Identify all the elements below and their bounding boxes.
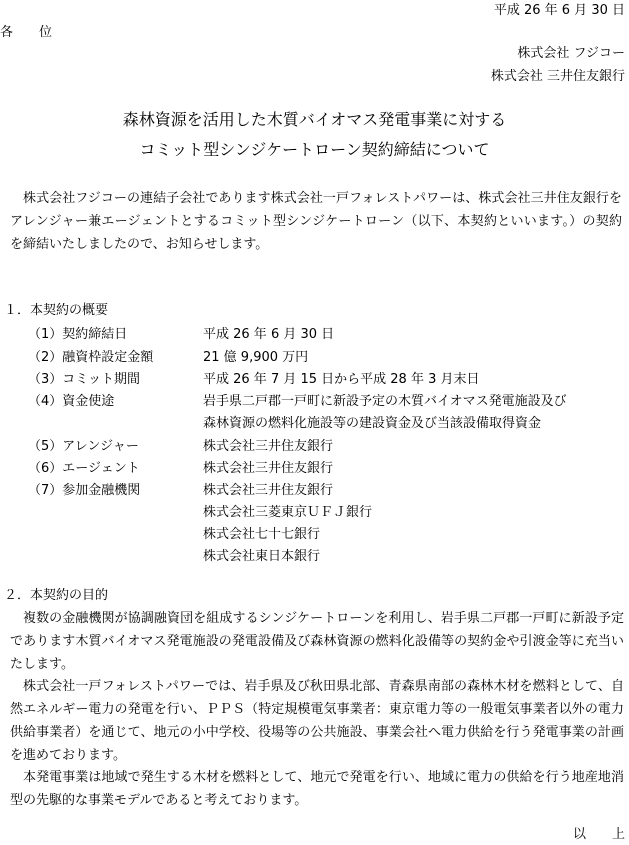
item-value: 株式会社三井住友銀行 (203, 483, 334, 498)
item-label: （2）融資枠設定金額 (28, 350, 154, 365)
intro-paragraph: 株式会社フジコーの連結子会社であります株式会社一戸フォレストパワーは、株式会社三井住友銀行をアレンジャー兼エージェントとするコミット型シンジケートローン（以下、本契約といいます。）の契約を締結いたしましたので、お知らせします。 (10, 191, 622, 252)
item-value: 株式会社七十七銀行 (203, 527, 321, 542)
item-value: 平成 26 年 6 月 30 日 (203, 327, 335, 342)
item-label: （1）契約締結日 (28, 327, 128, 342)
item-value: 平成 26 年 7 月 15 日から平成 28 年 3 月末日 (203, 372, 480, 387)
purpose-paragraph-3: 本発電事業は地域で発生する木材を燃料として、地元で発電を行い、地域に電力の供給を行う地産地消型の先駆的な事業モデルであると考えております。 (10, 770, 624, 808)
purpose-paragraph-1: 複数の金融機関が協調融資団を組成するシンジケートローンを利用し、岩手県二戸郡一戸町に新設予定であります木質バイオマス発電施設の発電設備及び森林資源の燃料化設備等の契約金や引渡金等に充当いたします。 (10, 611, 624, 672)
item-label: （3）コミット期間 (28, 372, 141, 387)
title-line-1: 森林資源を活用した木質バイオマス発電事業に対する (122, 110, 507, 129)
addressee: 各 位 (0, 25, 53, 40)
item-label: （4）資金使途 (28, 394, 115, 409)
item-value: 株式会社三井住友銀行 (203, 461, 334, 476)
purpose-paragraph-2: 株式会社一戸フォレストパワーでは、岩手県及び秋田県北部、青森県南部の森林木材を燃料として、自然エネルギー電力の発電を行い、ＰＰＳ（特定規模電気事業者：東京電力等の一般電気事業者以外の電力供給事業者）を通じて、地元の小中学校、役場等の公共施設、事業会社へ電力供給を行う発電事業の計画を進めております。 (10, 679, 624, 763)
item-label: （7）参加金融機関 (28, 483, 141, 498)
item-value: 岩手県二戸郡一戸町に新設予定の木質バイオマス発電施設及び (203, 394, 567, 409)
company-fujiko: 株式会社 フジコー (517, 46, 625, 61)
item-value: 株式会社三井住友銀行 (203, 439, 334, 454)
title-line-2: コミット型シンジケートローン契約締結について (139, 140, 490, 159)
section-1-heading: １．本契約の概要 (4, 303, 109, 318)
closing-mark: 以 上 (572, 827, 625, 842)
item-value: 株式会社三菱東京ＵＦＪ銀行 (203, 505, 373, 520)
item-label: （5）アレンジャー (28, 439, 139, 454)
document-date: 平成 26 年 6 月 30 日 (493, 3, 625, 18)
item-value: 株式会社東日本銀行 (203, 549, 321, 564)
company-smbc: 株式会社 三井住友銀行 (490, 69, 625, 84)
section-2-heading: ２．本契約の目的 (4, 588, 109, 603)
item-value: 21 億 9,900 万円 (203, 350, 309, 365)
item-value: 森林資源の燃料化施設等の建設資金及び当該設備取得資金 (203, 416, 542, 431)
item-label: （6）エージェント (28, 461, 140, 476)
